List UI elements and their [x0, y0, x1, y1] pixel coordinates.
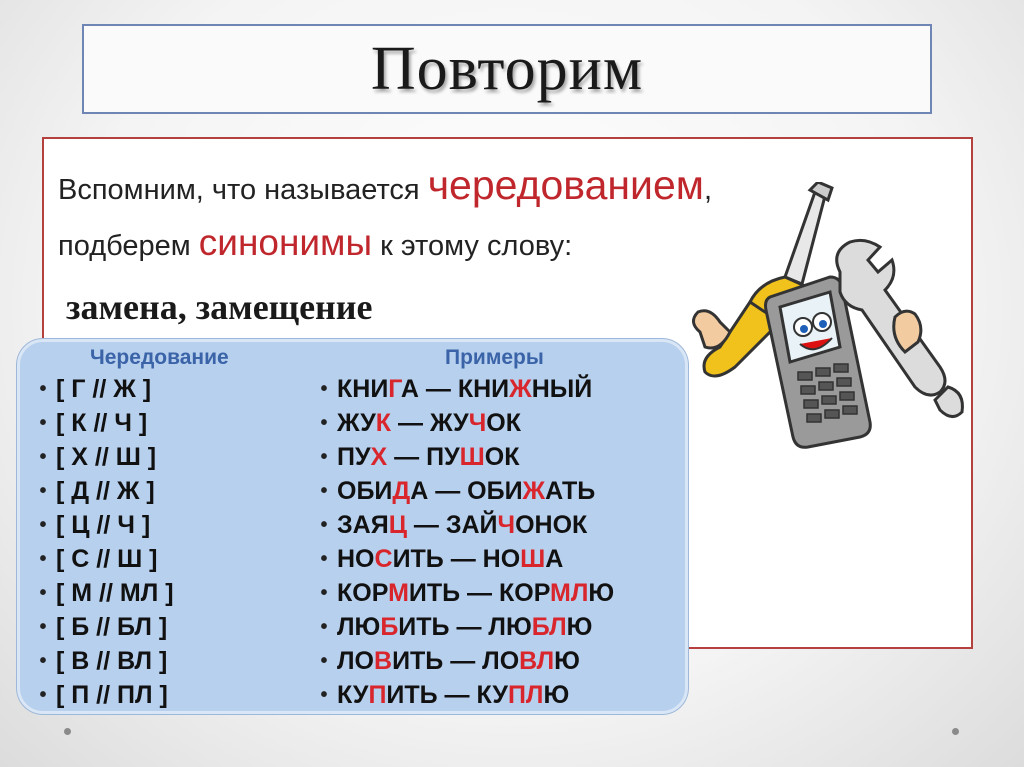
example-item — [311, 474, 614, 508]
bullet: • — [39, 582, 47, 604]
header-alternation: Чередование — [90, 346, 229, 369]
example-item — [311, 440, 614, 474]
bullet: • — [320, 548, 328, 570]
example-fragment: НЫЙ — [531, 375, 593, 403]
alternation-item — [30, 508, 174, 542]
bullet: • — [320, 378, 328, 400]
alternating-letter: Ш — [459, 443, 485, 471]
example-fragment: А — [545, 545, 564, 573]
alternating-letter: Х — [370, 443, 388, 471]
example-fragment: ОК — [484, 443, 520, 471]
example-text — [337, 678, 569, 712]
intro-line-2-end: к этому слову: — [372, 230, 573, 262]
example-fragment: ОК — [486, 409, 522, 437]
example-fragment: ИТЬ — КОР — [408, 579, 551, 607]
slide-dot-right — [952, 728, 959, 735]
bullet: • — [39, 616, 47, 638]
bullet: • — [39, 446, 47, 468]
example-item — [311, 644, 614, 678]
alternation-text: [ С // Ш ] — [56, 545, 158, 573]
example-fragment: А — КНИ — [400, 375, 510, 403]
example-fragment: Ю — [554, 647, 580, 675]
bullet: • — [320, 446, 328, 468]
alternation-text: [ К // Ч ] — [56, 409, 148, 437]
example-text — [337, 610, 592, 644]
example-fragment: ИТЬ — ЛО — [392, 647, 520, 675]
alternation-text: [ Б // БЛ ] — [56, 613, 168, 641]
example-fragment: НО — [337, 545, 375, 573]
example-fragment: ИТЬ — НО — [392, 545, 521, 573]
hand-left-icon — [693, 311, 730, 348]
example-item — [311, 542, 614, 576]
alternating-letter: Ч — [468, 409, 487, 437]
alternating-letter: Ш — [520, 545, 546, 573]
alternating-letter: ПЛ — [507, 681, 544, 709]
intro-line-1-text: Вспомним, что называется — [58, 174, 428, 206]
alternating-letter: МЛ — [550, 579, 589, 607]
alternating-letter: Г — [388, 375, 401, 403]
example-fragment: КНИ — [337, 375, 389, 403]
alternation-item — [30, 644, 174, 678]
header-examples: Примеры — [445, 346, 544, 369]
alternation-text: [ В // ВЛ ] — [56, 647, 168, 675]
example-item — [311, 508, 614, 542]
alternation-item — [30, 440, 174, 474]
intro-line-1 — [58, 162, 712, 209]
example-text — [337, 440, 519, 474]
alternation-list — [30, 372, 174, 712]
bullet: • — [320, 480, 328, 502]
slide-dot-left — [64, 728, 71, 735]
title-box — [82, 24, 932, 114]
alternation-text: [ Ц // Ч ] — [56, 511, 151, 539]
alternating-letter: Ж — [509, 375, 532, 403]
alternation-item — [30, 372, 174, 406]
bullet: • — [39, 684, 47, 706]
alternating-letter: Д — [392, 477, 411, 505]
phone-with-tools-icon — [690, 182, 970, 462]
example-fragment: ИТЬ — КУ — [386, 681, 508, 709]
bullet: • — [320, 616, 328, 638]
example-text — [337, 576, 614, 610]
intro-line-1-end: , — [703, 174, 712, 206]
alternation-item — [30, 474, 174, 508]
example-fragment: — ЖУ — [391, 409, 469, 437]
example-text — [337, 542, 563, 576]
example-fragment: Ю — [566, 613, 593, 641]
example-fragment: ОНОК — [515, 511, 588, 539]
alternating-letter: Ч — [497, 511, 516, 539]
bullet: • — [39, 548, 47, 570]
bullet: • — [39, 650, 47, 672]
example-fragment: ЛО — [337, 647, 374, 675]
example-fragment: КОР — [337, 579, 389, 607]
alternation-item — [30, 542, 174, 576]
example-text — [337, 372, 592, 406]
example-item — [311, 406, 614, 440]
examples-list — [311, 372, 614, 712]
synonyms-highlight: синонимы — [198, 222, 373, 263]
intro-line-2 — [58, 222, 572, 264]
term-highlight: чередованием — [427, 162, 704, 208]
bullet: • — [39, 480, 47, 502]
bullet: • — [320, 582, 328, 604]
bullet: • — [320, 514, 328, 536]
example-text — [337, 406, 521, 440]
example-fragment: ЛЮ — [337, 613, 381, 641]
alternation-item — [30, 576, 174, 610]
intro-line-2-text: подберем — [58, 230, 199, 262]
alternation-item — [30, 610, 174, 644]
alternation-item — [30, 678, 174, 712]
example-fragment: ПУ — [337, 443, 371, 471]
bullet: • — [39, 514, 47, 536]
example-fragment: — ЗАЙ — [406, 511, 498, 539]
alternating-letter: К — [375, 409, 392, 437]
example-fragment: АТЬ — [545, 477, 596, 505]
alternating-letter: Ц — [388, 511, 407, 539]
alternation-text: [ Х // Ш ] — [56, 443, 157, 471]
alternation-text: [ Д // Ж ] — [56, 477, 155, 505]
example-item — [311, 610, 614, 644]
page-title: Повторим — [370, 34, 644, 103]
alternating-letter: П — [368, 681, 387, 709]
example-fragment: ЗАЯ — [337, 511, 389, 539]
alternating-letter: ВЛ — [519, 647, 555, 675]
example-text — [337, 508, 587, 542]
alternation-table — [17, 339, 688, 714]
example-fragment: ЖУ — [337, 409, 376, 437]
alternating-letter: В — [374, 647, 393, 675]
example-item — [311, 576, 614, 610]
example-fragment: КУ — [337, 681, 369, 709]
alternation-item — [30, 406, 174, 440]
example-fragment: ОБИ — [337, 477, 393, 505]
alternation-text: [ М // МЛ ] — [56, 579, 174, 607]
example-text — [337, 474, 595, 508]
example-fragment: А — ОБИ — [410, 477, 523, 505]
example-fragment: Ю — [543, 681, 570, 709]
example-fragment: — ПУ — [387, 443, 460, 471]
bullet: • — [320, 684, 328, 706]
alternation-text: [ Г // Ж ] — [56, 375, 152, 403]
example-item — [311, 678, 614, 712]
bullet: • — [320, 412, 328, 434]
example-fragment: Ю — [588, 579, 615, 607]
alternating-letter: БЛ — [531, 613, 567, 641]
bullet: • — [320, 650, 328, 672]
alternating-letter: Ж — [522, 477, 546, 505]
bullet: • — [39, 412, 47, 434]
bullet: • — [39, 378, 47, 400]
alternating-letter: Б — [380, 613, 399, 641]
synonyms-answer: замена, замещение — [66, 287, 373, 327]
example-item — [311, 372, 614, 406]
alternating-letter: С — [374, 545, 393, 573]
alternating-letter: М — [388, 579, 409, 607]
example-text — [337, 644, 580, 678]
example-fragment: ИТЬ — ЛЮ — [398, 613, 532, 641]
alternation-text: [ П // ПЛ ] — [56, 681, 168, 709]
